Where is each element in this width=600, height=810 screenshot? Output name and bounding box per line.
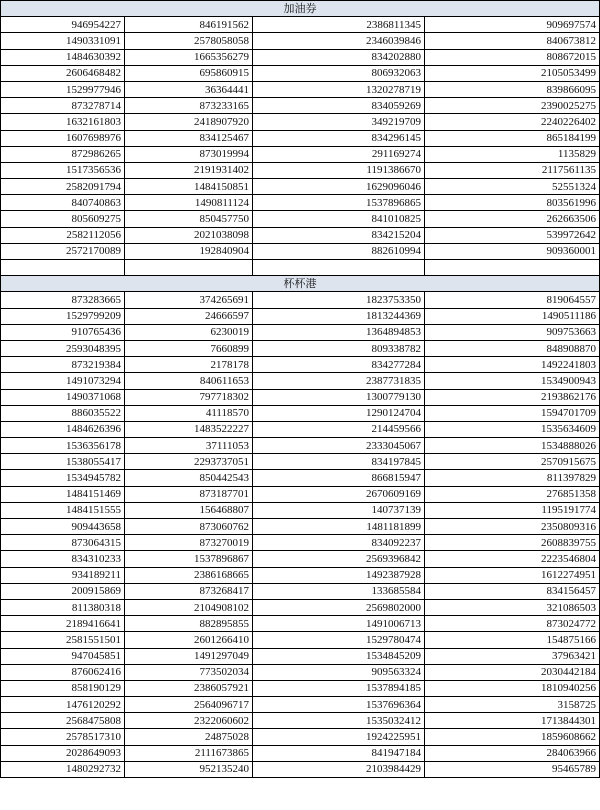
table-cell[interactable]: 1481181899 <box>253 519 425 535</box>
table-cell[interactable]: 1529780474 <box>253 632 425 648</box>
table-cell[interactable]: 811397829 <box>425 470 600 486</box>
table-cell[interactable]: 2117561135 <box>425 162 600 178</box>
table-cell[interactable]: 808672015 <box>425 49 600 65</box>
table-cell[interactable]: 2593048395 <box>1 340 125 356</box>
table-row <box>1 195 600 211</box>
table-cell[interactable]: 909443658 <box>1 519 125 535</box>
table-cell[interactable]: 2582091794 <box>1 179 125 195</box>
table-cell[interactable]: 7660899 <box>125 340 253 356</box>
table-cell[interactable]: 858190129 <box>1 680 125 696</box>
table-cell[interactable]: 262663506 <box>425 211 600 227</box>
table-cell[interactable]: 321086503 <box>425 599 600 615</box>
table-cell[interactable]: 2570915675 <box>425 454 600 470</box>
table-cell[interactable]: 1491297049 <box>125 648 253 664</box>
table-cell[interactable]: 946954227 <box>1 17 125 33</box>
table-cell[interactable]: 1483522227 <box>125 421 253 437</box>
table-cell[interactable]: 2670609169 <box>253 486 425 502</box>
table-cell[interactable]: 1491006713 <box>253 616 425 632</box>
table-cell[interactable]: 140737139 <box>253 502 425 518</box>
table-cell[interactable]: 1823753350 <box>253 292 425 308</box>
table-cell[interactable]: 1538055417 <box>1 454 125 470</box>
table-row <box>1 470 600 486</box>
table-cell[interactable]: 2223546804 <box>425 551 600 567</box>
table-cell[interactable]: 1320278719 <box>253 81 425 97</box>
table-cell[interactable]: 873024772 <box>425 616 600 632</box>
table-cell[interactable]: 840740863 <box>1 195 125 211</box>
table-cell[interactable]: 2418907920 <box>125 114 253 130</box>
table-cell[interactable]: 834310233 <box>1 551 125 567</box>
table-row <box>1 81 600 97</box>
table-cell[interactable]: 834296145 <box>253 130 425 146</box>
table-cell[interactable]: 803561996 <box>425 195 600 211</box>
table-cell[interactable]: 1492387928 <box>253 567 425 583</box>
table-cell[interactable]: 850457750 <box>125 211 253 227</box>
table-cell[interactable]: 2578517310 <box>1 729 125 745</box>
table-cell[interactable]: 873187701 <box>125 486 253 502</box>
table-cell[interactable]: 6230019 <box>125 324 253 340</box>
table-row <box>1 308 600 324</box>
table-row <box>1 211 600 227</box>
table-cell[interactable]: 1517356536 <box>1 162 125 178</box>
table-cell[interactable]: 539972642 <box>425 227 600 243</box>
table-cell[interactable]: 1484151469 <box>1 486 125 502</box>
table-row <box>1 49 600 65</box>
table-row <box>1 405 600 421</box>
table-cell[interactable]: 834202880 <box>253 49 425 65</box>
table-cell[interactable] <box>125 260 253 276</box>
table-cell[interactable]: 192840904 <box>125 243 253 259</box>
table-cell[interactable]: 2178178 <box>125 357 253 373</box>
table-row <box>1 745 600 761</box>
table-cell[interactable]: 24666597 <box>125 308 253 324</box>
table-cell[interactable]: 1713844301 <box>425 713 600 729</box>
table-row <box>1 357 600 373</box>
table-cell[interactable]: 952135240 <box>125 761 253 777</box>
table-row <box>1 243 600 259</box>
table-cell[interactable]: 886035522 <box>1 405 125 421</box>
table-cell[interactable]: 1537896865 <box>253 195 425 211</box>
table-cell[interactable]: 1490811124 <box>125 195 253 211</box>
table-cell[interactable]: 840611653 <box>125 373 253 389</box>
table-row <box>1 761 600 777</box>
table-cell[interactable]: 841947184 <box>253 745 425 761</box>
table-cell[interactable]: 2572170089 <box>1 243 125 259</box>
table-row <box>1 648 600 664</box>
table-cell[interactable]: 873283665 <box>1 292 125 308</box>
table-cell[interactable]: 1534945782 <box>1 470 125 486</box>
table-cell[interactable]: 2386811345 <box>253 17 425 33</box>
table-cell[interactable]: 1364894853 <box>253 324 425 340</box>
table-cell[interactable]: 1594701709 <box>425 405 600 421</box>
table-cell[interactable]: 873278714 <box>1 98 125 114</box>
table-row <box>1 583 600 599</box>
table-cell[interactable]: 1490511186 <box>425 308 600 324</box>
table-cell[interactable]: 2333045067 <box>253 438 425 454</box>
table-row <box>1 227 600 243</box>
table-cell[interactable]: 2293737051 <box>125 454 253 470</box>
table-cell[interactable]: 37963421 <box>425 648 600 664</box>
section-title[interactable]: 加油券 <box>1 1 600 17</box>
table-cell[interactable]: 846191562 <box>125 17 253 33</box>
table-cell[interactable]: 773502034 <box>125 664 253 680</box>
table-cell[interactable]: 1535032412 <box>253 713 425 729</box>
table-cell[interactable]: 947045851 <box>1 648 125 664</box>
table-cell[interactable]: 2386057921 <box>125 680 253 696</box>
table-cell[interactable]: 909360001 <box>425 243 600 259</box>
table-cell[interactable]: 840673812 <box>425 33 600 49</box>
table-cell[interactable]: 1629096046 <box>253 179 425 195</box>
table-row <box>1 17 600 33</box>
table-cell[interactable]: 2386168665 <box>125 567 253 583</box>
table-row <box>1 680 600 696</box>
table-cell[interactable]: 1490331091 <box>1 33 125 49</box>
table-cell[interactable]: 2390025275 <box>425 98 600 114</box>
table-cell[interactable]: 882895855 <box>125 616 253 632</box>
table-cell[interactable]: 2582112056 <box>1 227 125 243</box>
table-row <box>1 162 600 178</box>
table-row <box>1 130 600 146</box>
table-row <box>1 713 600 729</box>
table-cell[interactable]: 841010825 <box>253 211 425 227</box>
table-cell[interactable]: 1529977946 <box>1 81 125 97</box>
table-cell[interactable]: 873060762 <box>125 519 253 535</box>
table-cell[interactable]: 873219384 <box>1 357 125 373</box>
table-cell[interactable]: 2601266410 <box>125 632 253 648</box>
table-cell[interactable]: 52551324 <box>425 179 600 195</box>
table-cell[interactable]: 1480292732 <box>1 761 125 777</box>
table-cell[interactable]: 805609275 <box>1 211 125 227</box>
table-cell[interactable]: 1195191774 <box>425 502 600 518</box>
table-cell[interactable]: 1810940256 <box>425 680 600 696</box>
table-cell[interactable]: 2021038098 <box>125 227 253 243</box>
table-row <box>1 599 600 615</box>
table-row <box>1 697 600 713</box>
table-cell[interactable]: 865184199 <box>425 130 600 146</box>
table-cell[interactable]: 2104908102 <box>125 599 253 615</box>
table-cell[interactable]: 834059269 <box>253 98 425 114</box>
table-cell[interactable] <box>253 260 425 276</box>
table-row <box>1 421 600 437</box>
table-cell[interactable]: 2030442184 <box>425 664 600 680</box>
table-row <box>1 632 600 648</box>
table-cell[interactable]: 2578058058 <box>125 33 253 49</box>
table-cell[interactable]: 909697574 <box>425 17 600 33</box>
table-cell[interactable]: 873270019 <box>125 535 253 551</box>
table-cell[interactable]: 1135829 <box>425 146 600 162</box>
table-cell[interactable]: 848908870 <box>425 340 600 356</box>
table-cell[interactable]: 910765436 <box>1 324 125 340</box>
table-cell[interactable]: 1490371068 <box>1 389 125 405</box>
table-cell[interactable]: 834092237 <box>253 535 425 551</box>
table-row <box>1 454 600 470</box>
table-cell[interactable]: 834277284 <box>253 357 425 373</box>
table-cell[interactable]: 200915869 <box>1 583 125 599</box>
table-cell[interactable]: 1859608662 <box>425 729 600 745</box>
table-cell[interactable]: 809338782 <box>253 340 425 356</box>
table-row <box>1 98 600 114</box>
table-cell[interactable]: 1537696364 <box>253 697 425 713</box>
table-cell[interactable]: 1492241803 <box>425 357 600 373</box>
table-cell[interactable]: 1535634609 <box>425 421 600 437</box>
table-cell[interactable]: 1191386670 <box>253 162 425 178</box>
table-cell[interactable]: 811380318 <box>1 599 125 615</box>
table-cell[interactable]: 839866095 <box>425 81 600 97</box>
table-cell[interactable]: 2387731835 <box>253 373 425 389</box>
table-cell[interactable]: 873019994 <box>125 146 253 162</box>
table-cell[interactable]: 2568475808 <box>1 713 125 729</box>
table-cell[interactable]: 2350809316 <box>425 519 600 535</box>
table-cell[interactable]: 1534900943 <box>425 373 600 389</box>
table-cell[interactable]: 214459566 <box>253 421 425 437</box>
table-row <box>1 65 600 81</box>
table-cell[interactable]: 1536356178 <box>1 438 125 454</box>
table-row <box>1 33 600 49</box>
table-cell[interactable]: 2346039846 <box>253 33 425 49</box>
table-cell[interactable]: 1476120292 <box>1 697 125 713</box>
table-cell[interactable]: 1537896867 <box>125 551 253 567</box>
table-cell[interactable]: 2193862176 <box>425 389 600 405</box>
table-cell[interactable]: 133685584 <box>253 583 425 599</box>
table-cell[interactable]: 2191931402 <box>125 162 253 178</box>
table-cell[interactable]: 2103984429 <box>253 761 425 777</box>
table-cell[interactable]: 1537894185 <box>253 680 425 696</box>
table-row <box>1 340 600 356</box>
table-cell[interactable]: 873268417 <box>125 583 253 599</box>
table-cell[interactable]: 95465789 <box>425 761 600 777</box>
section-header-row <box>1 276 600 292</box>
table-row <box>1 438 600 454</box>
table-row <box>1 502 600 518</box>
table-cell[interactable]: 1924225951 <box>253 729 425 745</box>
table-row <box>1 114 600 130</box>
table-cell[interactable]: 2606468482 <box>1 65 125 81</box>
table-cell[interactable]: 797718302 <box>125 389 253 405</box>
table-cell[interactable]: 2105053499 <box>425 65 600 81</box>
section-header-row <box>1 1 600 17</box>
table-cell[interactable] <box>425 260 600 276</box>
table-cell[interactable]: 873064315 <box>1 535 125 551</box>
table-cell[interactable]: 284063966 <box>425 745 600 761</box>
table-cell[interactable]: 2569396842 <box>253 551 425 567</box>
table-cell[interactable]: 1484626396 <box>1 421 125 437</box>
table-cell[interactable]: 349219709 <box>253 114 425 130</box>
table-cell[interactable]: 834197845 <box>253 454 425 470</box>
table-row <box>1 664 600 680</box>
table-cell[interactable]: 1484150851 <box>125 179 253 195</box>
table-cell[interactable]: 866815947 <box>253 470 425 486</box>
table-cell[interactable]: 1484630392 <box>1 49 125 65</box>
table-cell[interactable]: 1607698976 <box>1 130 125 146</box>
table-cell[interactable]: 156468807 <box>125 502 253 518</box>
table-cell[interactable]: 1813244369 <box>253 308 425 324</box>
table-cell[interactable]: 2028649093 <box>1 745 125 761</box>
table-cell[interactable]: 2608839755 <box>425 535 600 551</box>
table-row <box>1 567 600 583</box>
table-cell[interactable]: 2564096717 <box>125 697 253 713</box>
table-row <box>1 729 600 745</box>
table-cell[interactable]: 291169274 <box>253 146 425 162</box>
table-cell[interactable]: 1484151555 <box>1 502 125 518</box>
table-cell[interactable]: 1632161803 <box>1 114 125 130</box>
table-cell[interactable]: 909753663 <box>425 324 600 340</box>
table-cell[interactable]: 2240226402 <box>425 114 600 130</box>
table-cell[interactable]: 2111673865 <box>125 745 253 761</box>
table-row <box>1 486 600 502</box>
table-cell[interactable]: 882610994 <box>253 243 425 259</box>
table-cell[interactable]: 1534888026 <box>425 438 600 454</box>
table-row <box>1 373 600 389</box>
table-cell[interactable]: 1529799209 <box>1 308 125 324</box>
table-cell[interactable]: 909563324 <box>253 664 425 680</box>
table-row <box>1 535 600 551</box>
table-cell[interactable]: 1300779130 <box>253 389 425 405</box>
table-cell[interactable]: 806932063 <box>253 65 425 81</box>
table-cell[interactable]: 819064557 <box>425 292 600 308</box>
table-cell[interactable]: 834125467 <box>125 130 253 146</box>
table-cell[interactable]: 872986265 <box>1 146 125 162</box>
table-row <box>1 292 600 308</box>
table-cell[interactable]: 873233165 <box>125 98 253 114</box>
section-title[interactable]: 杯杯港 <box>1 276 600 292</box>
table-row <box>1 616 600 632</box>
table-cell[interactable]: 850442543 <box>125 470 253 486</box>
table-cell[interactable]: 695860915 <box>125 65 253 81</box>
table-cell[interactable]: 1491073294 <box>1 373 125 389</box>
table-cell[interactable]: 3158725 <box>425 697 600 713</box>
table-row <box>1 519 600 535</box>
table-cell[interactable]: 1665356279 <box>125 49 253 65</box>
table-cell[interactable]: 2581551501 <box>1 632 125 648</box>
table-cell[interactable]: 1612274951 <box>425 567 600 583</box>
table-row <box>1 179 600 195</box>
table-cell[interactable]: 374265691 <box>125 292 253 308</box>
table-cell[interactable] <box>1 260 125 276</box>
table-cell[interactable]: 1534845209 <box>253 648 425 664</box>
table-cell[interactable]: 1290124704 <box>253 405 425 421</box>
table-row <box>1 260 600 276</box>
table-row <box>1 551 600 567</box>
table-cell[interactable]: 36364441 <box>125 81 253 97</box>
table-cell[interactable]: 2322060602 <box>125 713 253 729</box>
table-cell[interactable]: 24875028 <box>125 729 253 745</box>
table-cell[interactable]: 834156457 <box>425 583 600 599</box>
table-cell[interactable]: 834215204 <box>253 227 425 243</box>
table-cell[interactable]: 876062416 <box>1 664 125 680</box>
table-cell[interactable]: 2569802000 <box>253 599 425 615</box>
table-row <box>1 324 600 340</box>
table-cell[interactable]: 154875166 <box>425 632 600 648</box>
table-cell[interactable]: 41118570 <box>125 405 253 421</box>
table-row <box>1 146 600 162</box>
table-cell[interactable]: 276851358 <box>425 486 600 502</box>
table-body <box>1 1 600 778</box>
table-cell[interactable]: 37111053 <box>125 438 253 454</box>
table-cell[interactable]: 934189211 <box>1 567 125 583</box>
table-cell[interactable]: 2189416641 <box>1 616 125 632</box>
table-row <box>1 389 600 405</box>
